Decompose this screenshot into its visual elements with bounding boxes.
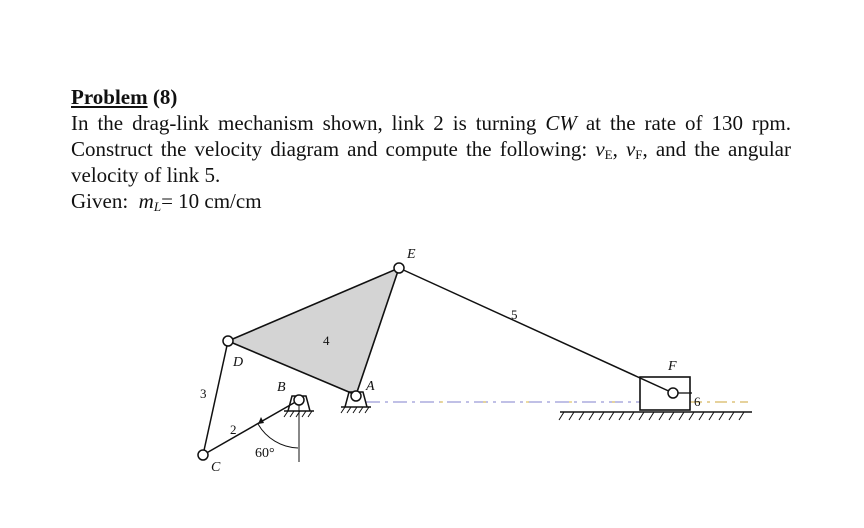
scale-value: = 10 cm/cm xyxy=(161,189,262,213)
label-joint-e: E xyxy=(407,247,416,262)
label-joint-d: D xyxy=(233,355,244,370)
label-link-4: 4 xyxy=(323,333,330,348)
joint-d xyxy=(223,336,233,346)
problem-number: (8) xyxy=(152,85,178,109)
problem-label: Problem xyxy=(71,85,148,109)
link-2 xyxy=(203,400,299,455)
link-4-triangle xyxy=(228,268,399,395)
scale-subscript: L xyxy=(153,199,162,214)
angle-label: 60° xyxy=(255,446,275,461)
joint-f xyxy=(668,388,678,398)
joint-e xyxy=(394,263,404,273)
label-link-6: 6 xyxy=(694,394,701,409)
separator: , xyxy=(612,137,626,161)
label-joint-b: B xyxy=(277,380,286,395)
velocity-e-subscript: E xyxy=(604,147,613,162)
label-joint-a: A xyxy=(366,379,375,394)
given-label: Given: xyxy=(71,189,129,213)
label-link-3: 3 xyxy=(200,386,207,401)
label-link-5: 5 xyxy=(511,307,518,322)
link-3 xyxy=(203,341,228,455)
link-5 xyxy=(399,268,673,393)
angle-arc xyxy=(258,424,298,448)
label-joint-f: F xyxy=(668,359,677,374)
label-link-2: 2 xyxy=(230,422,237,437)
problem-text-part-2: at the rate of 130 rpm. Construct the velocity diagram and compute the following: xyxy=(71,111,791,161)
slider-ground xyxy=(559,412,752,420)
scale-symbol: m xyxy=(138,189,154,213)
velocity-f-symbol: v xyxy=(625,137,636,161)
velocity-e-symbol: v xyxy=(595,137,605,161)
problem-text-part-3: , and the angular velocity of link 5. xyxy=(71,137,791,187)
rotation-direction: CW xyxy=(545,111,577,135)
label-joint-c: C xyxy=(211,460,221,475)
problem-text-part-1: In the drag-link mechanism shown, link 2 is turning xyxy=(71,111,546,135)
velocity-f-subscript: F xyxy=(635,147,643,162)
joint-c xyxy=(198,450,208,460)
